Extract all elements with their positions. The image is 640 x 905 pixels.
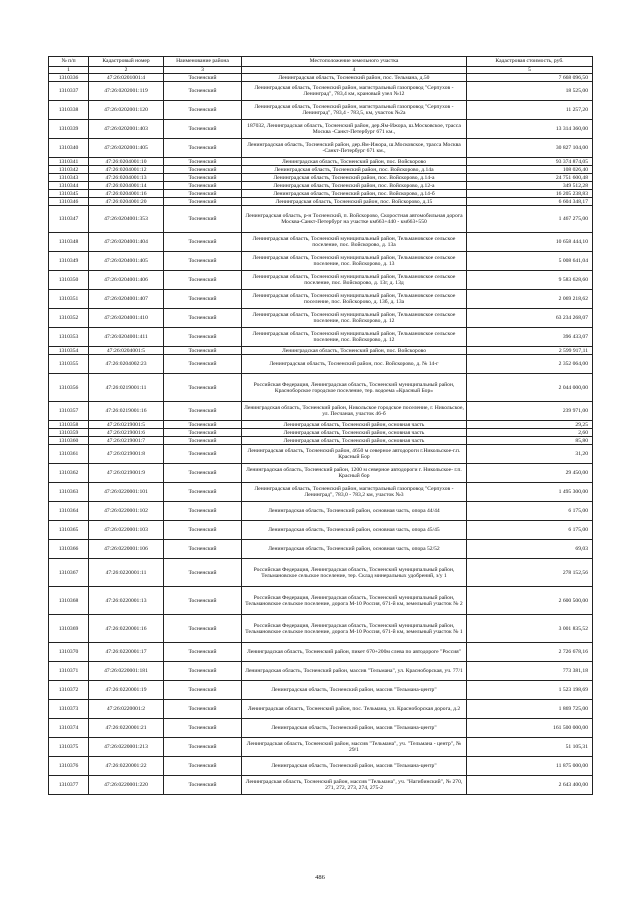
row-number-cell: 1310338	[49, 101, 89, 120]
page-number: 486	[315, 874, 325, 881]
table-header-row	[49, 57, 593, 67]
location-cell: Ленинградская область, Тосненский район, пос. Тельмана, ул. Красноборская дорога, д.2	[242, 700, 467, 719]
location-cell: Ленинградская область, Тосненский район, массив "Тельмана-центр"	[242, 757, 467, 776]
cadastral-number-cell: 47:26:0220001:19	[89, 681, 164, 700]
district-cell: Тосненский	[164, 540, 242, 559]
district-cell: Тосненский	[164, 74, 242, 82]
cadastral-value-cell: 108 026,40	[467, 166, 593, 174]
table-row	[49, 662, 593, 681]
row-number-cell: 1310368	[49, 587, 89, 615]
district-cell: Тосненский	[164, 615, 242, 643]
row-number-cell: 1310340	[49, 139, 89, 158]
cadastral-number-cell: 47:26:0220001:213	[89, 738, 164, 757]
district-cell: Тосненский	[164, 429, 242, 437]
location-cell: Ленинградская область, Тосненский район, массив "Тельмана-центр"	[242, 681, 467, 700]
row-number-cell: 1310373	[49, 700, 89, 719]
cadastral-number-cell: 47:26:0202001:403	[89, 120, 164, 139]
cadastral-number-cell: 47:26:0220001:220	[89, 776, 164, 795]
table-row	[49, 700, 593, 719]
district-cell: Тосненский	[164, 328, 242, 347]
location-cell: Российская Федерация, Ленинградская область, Тосненский муниципальный район, Тельмановское сельское поселение, тер. Склад минеральных удобрений, з/у 1	[242, 559, 467, 587]
location-cell: Ленинградская область, Тосненский муниципальный район, Тельмановское сельское поселение, пос. Войскорово, д. 13а	[242, 233, 467, 252]
row-number-cell: 1310341	[49, 158, 89, 166]
table-row	[49, 101, 593, 120]
location-cell: Ленинградская область, Тосненский район, магистральный газопровод "Серпухов - Ленинград", 783,4 - 783,5, км, участок №2а	[242, 101, 467, 120]
cadastral-number-cell: 47:26:0204001:407	[89, 290, 164, 309]
row-number-cell: 1310372	[49, 681, 89, 700]
cadastral-value-cell: 29,25	[467, 421, 593, 429]
table-row	[49, 120, 593, 139]
district-cell: Тосненский	[164, 738, 242, 757]
row-number-cell: 1310348	[49, 233, 89, 252]
location-cell: Ленинградская область, Тосненский район, пос. Войскорово, д.12-а	[242, 182, 467, 190]
table-row	[49, 190, 593, 198]
header-cadastral-value: Кадастровая стоимость, руб.	[467, 57, 593, 67]
row-number-cell: 1310377	[49, 776, 89, 795]
table-row	[49, 271, 593, 290]
location-cell: Ленинградская область, Тосненский муниципальный район, Тельмановское сельское поселение, пос. Войскорово, д. 12	[242, 328, 467, 347]
district-cell: Тосненский	[164, 233, 242, 252]
district-cell: Тосненский	[164, 587, 242, 615]
row-number-cell: 1310366	[49, 540, 89, 559]
cadastral-number-cell: 47:26:0204001:10	[89, 158, 164, 166]
location-cell: Ленинградская область, Тосненский район, дер.Ям-Ижора, ш.Московское, трасса Москва -Санкт-Петербург 671 км.,	[242, 139, 467, 158]
cadastral-number-cell: 47:26:0202001:405	[89, 139, 164, 158]
cadastral-value-cell: 11 257,20	[467, 101, 593, 120]
district-cell: Тосненский	[164, 158, 242, 166]
cadastral-number-cell: 47:26:0220001:13	[89, 587, 164, 615]
cadastral-number-cell: 47:26:0201001:4	[89, 74, 164, 82]
cadastral-number-cell: 47:26:0220001:17	[89, 643, 164, 662]
row-number-cell: 1310354	[49, 347, 89, 355]
cadastral-value-cell: 63 234 268,07	[467, 309, 593, 328]
location-cell: Ленинградская область, Тосненский район, основная часть, опора 52/52	[242, 540, 467, 559]
header-location: Местоположение земельного участка	[242, 57, 467, 67]
row-number-cell: 1310375	[49, 738, 89, 757]
cadastral-number-cell: 47:26:0202001:119	[89, 82, 164, 101]
district-cell: Тосненский	[164, 464, 242, 483]
index-cell: 3	[164, 67, 242, 74]
row-number-cell: 1310356	[49, 374, 89, 402]
district-cell: Тосненский	[164, 271, 242, 290]
cadastral-number-cell: 47:26:0219001:8	[89, 445, 164, 464]
table-row	[49, 74, 593, 82]
district-cell: Тосненский	[164, 559, 242, 587]
table-row	[49, 328, 593, 347]
table-row	[49, 374, 593, 402]
table-row	[49, 757, 593, 776]
cadastral-value-cell: 2,60	[467, 429, 593, 437]
cadastral-value-cell: 30 827 104,00	[467, 139, 593, 158]
cadastral-value-cell: 396 433,07	[467, 328, 593, 347]
location-cell: Ленинградская область, Тосненский район, пос. Войскорово, д.14-а	[242, 174, 467, 182]
cadastral-value-cell: 6 175,00	[467, 502, 593, 521]
cadastral-value-cell: 9 583 628,60	[467, 271, 593, 290]
document-page	[48, 56, 592, 795]
district-cell: Тосненский	[164, 190, 242, 198]
cadastral-number-cell: 47:26:0220001:21	[89, 719, 164, 738]
location-cell: Ленинградская область, Тосненский район, 4650 м северное автодороги г.Никольское-г.п. Красный Бор	[242, 445, 467, 464]
cadastral-number-cell: 47:26:0204001:14	[89, 182, 164, 190]
cadastral-value-table	[48, 56, 593, 795]
cadastral-value-cell: 1 495 300,00	[467, 483, 593, 502]
index-cell: 5	[467, 67, 593, 74]
district-cell: Тосненский	[164, 252, 242, 271]
district-cell: Тосненский	[164, 700, 242, 719]
row-number-cell: 1310342	[49, 166, 89, 174]
location-cell: 187032, Ленинградская область, Тосненский район, дер.Ям-Ижора, ш.Московское, трасса Москва -Санкт-Петербург 671 км.,	[242, 120, 467, 139]
cadastral-number-cell: 47:26:0220001:181	[89, 662, 164, 681]
cadastral-number-cell: 47:26:0220001:2	[89, 700, 164, 719]
row-number-cell: 1310351	[49, 290, 89, 309]
table-row	[49, 139, 593, 158]
cadastral-value-cell: 1 523 198,69	[467, 681, 593, 700]
row-number-cell: 1310367	[49, 559, 89, 587]
location-cell: Ленинградская область, Тосненский район, пикет 670+200м слева по автодороге "Россия"	[242, 643, 467, 662]
table-row	[49, 521, 593, 540]
location-cell: Ленинградская область, Тосненский район, 1200 м северное автодороги г. Никольское- г.п. Красный бор	[242, 464, 467, 483]
district-cell: Тосненский	[164, 139, 242, 158]
cadastral-value-cell: 93 374 874,05	[467, 158, 593, 166]
table-row	[49, 719, 593, 738]
cadastral-number-cell: 47:26:0219001:6	[89, 429, 164, 437]
table-row	[49, 421, 593, 429]
cadastral-value-cell: 239 971,00	[467, 402, 593, 421]
district-cell: Тосненский	[164, 776, 242, 795]
row-number-cell: 1310371	[49, 662, 89, 681]
header-district: Наименование района	[164, 57, 242, 67]
row-number-cell: 1310336	[49, 74, 89, 82]
district-cell: Тосненский	[164, 374, 242, 402]
district-cell: Тосненский	[164, 309, 242, 328]
district-cell: Тосненский	[164, 206, 242, 233]
district-cell: Тосненский	[164, 355, 242, 374]
location-cell: Ленинградская область, Тосненский район, основная часть	[242, 437, 467, 445]
table-row	[49, 182, 593, 190]
district-cell: Тосненский	[164, 521, 242, 540]
table-row	[49, 615, 593, 643]
table-row	[49, 643, 593, 662]
district-cell: Тосненский	[164, 101, 242, 120]
table-row	[49, 483, 593, 502]
cadastral-number-cell: 47:26:0204001:406	[89, 271, 164, 290]
table-row	[49, 174, 593, 182]
table-row	[49, 776, 593, 795]
cadastral-number-cell: 47:26:0204001:410	[89, 309, 164, 328]
cadastral-value-cell: 1 467 275,00	[467, 206, 593, 233]
index-cell: 2	[89, 67, 164, 74]
table-row	[49, 158, 593, 166]
location-cell: Ленинградская область, Тосненский район, основная часть	[242, 429, 467, 437]
district-cell: Тосненский	[164, 402, 242, 421]
cadastral-value-cell: 13 314 360,00	[467, 120, 593, 139]
row-number-cell: 1310352	[49, 309, 89, 328]
location-cell: Ленинградская область, р-н Тосненский, п. Войскорово, Скоростная автомобильная дорога Москва-Санкт-Петербург на участке км663+440 - км663+550	[242, 206, 467, 233]
cadastral-value-cell: 11 875 000,00	[467, 757, 593, 776]
district-cell: Тосненский	[164, 174, 242, 182]
table-row	[49, 290, 593, 309]
table-row	[49, 502, 593, 521]
location-cell: Ленинградская область, Тосненский район, магистральный газопровод "Серпухов - Ленинград", 783,4 км, крановый узел №12	[242, 82, 467, 101]
cadastral-value-cell: 2 643 400,00	[467, 776, 593, 795]
row-number-cell: 1310353	[49, 328, 89, 347]
district-cell: Тосненский	[164, 198, 242, 206]
table-row	[49, 429, 593, 437]
district-cell: Тосненский	[164, 182, 242, 190]
district-cell: Тосненский	[164, 719, 242, 738]
row-number-cell: 1310345	[49, 190, 89, 198]
district-cell: Тосненский	[164, 82, 242, 101]
table-row	[49, 437, 593, 445]
district-cell: Тосненский	[164, 662, 242, 681]
row-number-cell: 1310364	[49, 502, 89, 521]
location-cell: Ленинградская область, Тосненский район, основная часть, опора 45/45	[242, 521, 467, 540]
index-cell: 4	[242, 67, 467, 74]
district-cell: Тосненский	[164, 483, 242, 502]
table-index-row	[49, 67, 593, 74]
cadastral-number-cell: 47:26:0220001:103	[89, 521, 164, 540]
cadastral-value-cell: 85,80	[467, 437, 593, 445]
cadastral-number-cell: 47:26:0220001:101	[89, 483, 164, 502]
cadastral-number-cell: 47:26:0204002:23	[89, 355, 164, 374]
location-cell: Ленинградская область, Тосненский район, массив "Тельмана", уч. "Тельмана - центр", № 29/1	[242, 738, 467, 757]
location-cell: Ленинградская область, Тосненский район, основная часть	[242, 421, 467, 429]
row-number-cell: 1310358	[49, 421, 89, 429]
location-cell: Ленинградская область, Тосненский район, пос. Войскорово, д.14-б	[242, 190, 467, 198]
district-cell: Тосненский	[164, 421, 242, 429]
location-cell: Ленинградская область, Тосненский район, основная часть, опора 44/44	[242, 502, 467, 521]
cadastral-number-cell: 47:26:0219001:16	[89, 402, 164, 421]
location-cell: Ленинградская область, Тосненский муниципальный район, Тельмановское сельское поселение, пос. Войскорово, д. 13	[242, 252, 467, 271]
cadastral-number-cell: 47:26:0219001:11	[89, 374, 164, 402]
district-cell: Тосненский	[164, 445, 242, 464]
district-cell: Тосненский	[164, 437, 242, 445]
cadastral-number-cell: 47:26:0202001:120	[89, 101, 164, 120]
row-number-cell: 1310376	[49, 757, 89, 776]
cadastral-value-cell: 773 381,18	[467, 662, 593, 681]
table-row	[49, 681, 593, 700]
cadastral-value-cell: 161 500 000,00	[467, 719, 593, 738]
table-row	[49, 540, 593, 559]
cadastral-value-cell: 10 658 444,10	[467, 233, 593, 252]
row-number-cell: 1310365	[49, 521, 89, 540]
location-cell: Ленинградская область, Тосненский район, пос. Тельмана, д.50	[242, 74, 467, 82]
location-cell: Ленинградская область, Тосненский район, пос. Войскорово	[242, 158, 467, 166]
row-number-cell: 1310343	[49, 174, 89, 182]
cadastral-value-cell: 2 599 917,11	[467, 347, 593, 355]
cadastral-value-cell: 16 205 238,83	[467, 190, 593, 198]
row-number-cell: 1310360	[49, 437, 89, 445]
location-cell: Ленинградская область, Тосненский муниципальный район, Тельмановское сельское поселение, пос. Войскорово, д. 13б, д. 13а	[242, 290, 467, 309]
table-row	[49, 166, 593, 174]
table-body	[49, 74, 593, 795]
row-number-cell: 1310344	[49, 182, 89, 190]
cadastral-number-cell: 47:26:0204001:5	[89, 347, 164, 355]
cadastral-value-cell: 51 105,31	[467, 738, 593, 757]
table-row	[49, 355, 593, 374]
cadastral-number-cell: 47:26:0220001:22	[89, 757, 164, 776]
location-cell: Ленинградская область, Тосненский район, массив "Тельмана", уч. "Нагибинский", № 270, 271, 272, 273, 274, 275-2	[242, 776, 467, 795]
cadastral-number-cell: 47:26:0219001:5	[89, 421, 164, 429]
cadastral-value-cell: 31,20	[467, 445, 593, 464]
table-row	[49, 252, 593, 271]
cadastral-value-cell: 278 152,56	[467, 559, 593, 587]
location-cell: Ленинградская область, Тосненский район, пос. Войскорово	[242, 347, 467, 355]
cadastral-value-cell: 29 450,00	[467, 464, 593, 483]
location-cell: Ленинградская область, Тосненский район, Никольское городское поселение, г. Никольское, ул. Песчаная, участок 46-б	[242, 402, 467, 421]
cadastral-number-cell: 47:26:0204001:353	[89, 206, 164, 233]
table-row	[49, 82, 593, 101]
district-cell: Тосненский	[164, 347, 242, 355]
location-cell: Российская Федерация, Ленинградская область, Тосненский муниципальный район, Тельмановское сельское поселение, дорога М-10 Россия, 671-й км, земельный участок № 1	[242, 615, 467, 643]
row-number-cell: 1310361	[49, 445, 89, 464]
cadastral-number-cell: 47:26:0219001:9	[89, 464, 164, 483]
location-cell: Ленинградская область, Тосненский муниципальный район, Тельмановское сельское поселение, пос. Войскорово, д. 12	[242, 309, 467, 328]
row-number-cell: 1310374	[49, 719, 89, 738]
row-number-cell: 1310363	[49, 483, 89, 502]
row-number-cell: 1310370	[49, 643, 89, 662]
cadastral-value-cell: 24 751 600,48	[467, 174, 593, 182]
table-row	[49, 587, 593, 615]
row-number-cell: 1310359	[49, 429, 89, 437]
row-number-cell: 1310362	[49, 464, 89, 483]
row-number-cell: 1310349	[49, 252, 89, 271]
header-num: № п/п	[49, 57, 89, 67]
district-cell: Тосненский	[164, 166, 242, 174]
row-number-cell: 1310355	[49, 355, 89, 374]
cadastral-value-cell: 2 726 678,16	[467, 643, 593, 662]
cadastral-value-cell: 2 600 500,00	[467, 587, 593, 615]
location-cell: Ленинградская область, Тосненский район, массив "Тельмана", ул. Красноборская, уч. 77/1	[242, 662, 467, 681]
location-cell: Российская Федерация, Ленинградская область, Тосненский муниципальный район, Тельмановское сельское поселение, дорога М-10 Россия, 671-й км, земельный участок № 2	[242, 587, 467, 615]
row-number-cell: 1310346	[49, 198, 89, 206]
table-row	[49, 206, 593, 233]
cadastral-number-cell: 47:26:0204001:16	[89, 190, 164, 198]
table-row	[49, 309, 593, 328]
cadastral-number-cell: 47:26:0204001:20	[89, 198, 164, 206]
table-row	[49, 738, 593, 757]
location-cell: Ленинградская область, Тосненский район, пос. Войскорово, д.15	[242, 198, 467, 206]
cadastral-value-cell: 69,03	[467, 540, 593, 559]
table-row	[49, 464, 593, 483]
district-cell: Тосненский	[164, 502, 242, 521]
cadastral-number-cell: 47:26:0204001:405	[89, 252, 164, 271]
table-row	[49, 559, 593, 587]
cadastral-number-cell: 47:26:0204001:411	[89, 328, 164, 347]
cadastral-number-cell: 47:26:0220001:102	[89, 502, 164, 521]
cadastral-number-cell: 47:26:0204001:12	[89, 166, 164, 174]
location-cell: Ленинградская область, Тосненский район, магистральный газопровод "Серпухов - Ленинград", 783,0 - 783,2 км, участок №3	[242, 483, 467, 502]
table-row	[49, 233, 593, 252]
table-row	[49, 445, 593, 464]
cadastral-number-cell: 47:26:0204001:404	[89, 233, 164, 252]
district-cell: Тосненский	[164, 290, 242, 309]
row-number-cell: 1310337	[49, 82, 89, 101]
district-cell: Тосненский	[164, 681, 242, 700]
cadastral-value-cell: 7 668 096,50	[467, 74, 593, 82]
cadastral-value-cell: 6 175,00	[467, 521, 593, 540]
row-number-cell: 1310339	[49, 120, 89, 139]
cadastral-value-cell: 349 512,28	[467, 182, 593, 190]
cadastral-number-cell: 47:26:0219001:7	[89, 437, 164, 445]
cadastral-value-cell: 2 044 000,00	[467, 374, 593, 402]
location-cell: Ленинградская область, Тосненский муниципальный район, Тельмановское сельское поселение, пос. Войскорово, д. 13г, д. 13д	[242, 271, 467, 290]
location-cell: Российская Федерация, Ленинградская область, Тосненский муниципальный район, Красноборское городское поселение, тер. водоема «Красный Бор»	[242, 374, 467, 402]
district-cell: Тосненский	[164, 643, 242, 662]
row-number-cell: 1310350	[49, 271, 89, 290]
cadastral-number-cell: 47:26:0220001:11	[89, 559, 164, 587]
cadastral-value-cell: 1 869 725,00	[467, 700, 593, 719]
location-cell: Ленинградская область, Тосненский район, пос. Войскорово, д.14а	[242, 166, 467, 174]
district-cell: Тосненский	[164, 757, 242, 776]
cadastral-number-cell: 47:26:0220001:106	[89, 540, 164, 559]
row-number-cell: 1310347	[49, 206, 89, 233]
district-cell: Тосненский	[164, 120, 242, 139]
table-row	[49, 402, 593, 421]
cadastral-value-cell: 18 525,00	[467, 82, 593, 101]
cadastral-value-cell: 2 069 218,62	[467, 290, 593, 309]
table-row	[49, 198, 593, 206]
header-cadastral-number: Кадастровый номер	[89, 57, 164, 67]
cadastral-value-cell: 3 001 835,52	[467, 615, 593, 643]
cadastral-value-cell: 2 352 064,00	[467, 355, 593, 374]
cadastral-number-cell: 47:26:0204001:13	[89, 174, 164, 182]
cadastral-value-cell: 6 604 348,17	[467, 198, 593, 206]
row-number-cell: 1310357	[49, 402, 89, 421]
index-cell: 1	[49, 67, 89, 74]
table-row	[49, 347, 593, 355]
location-cell: Ленинградская область, Тосненский район, массив "Тельмана-центр"	[242, 719, 467, 738]
cadastral-number-cell: 47:26:0220001:16	[89, 615, 164, 643]
row-number-cell: 1310369	[49, 615, 89, 643]
cadastral-value-cell: 5 008 641,04	[467, 252, 593, 271]
location-cell: Ленинградская область, Тосненский район, пос. Войскорово, д. № 14-г	[242, 355, 467, 374]
